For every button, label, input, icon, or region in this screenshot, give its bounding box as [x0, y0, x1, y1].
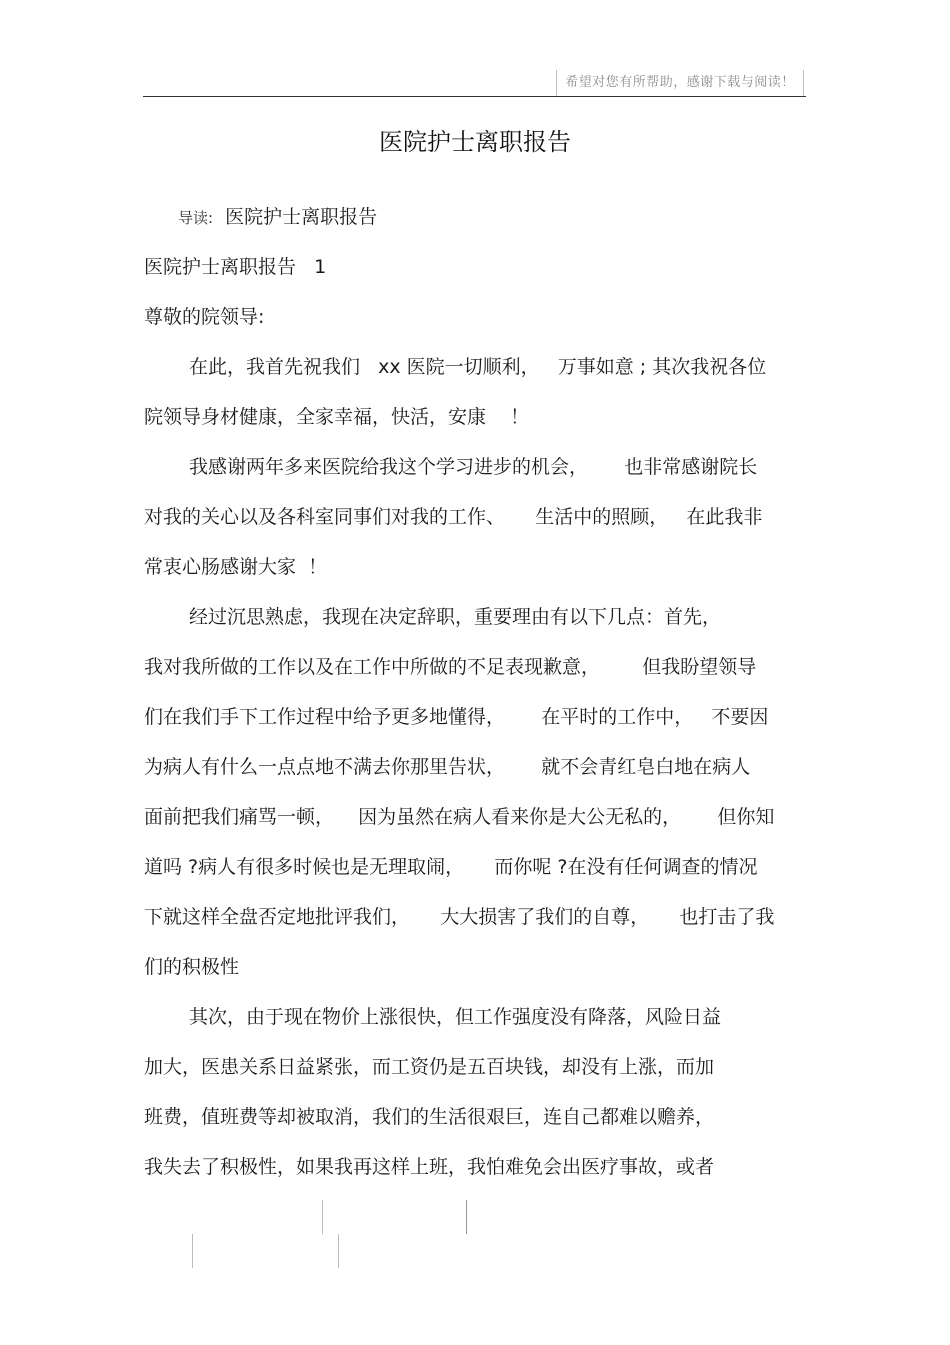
- body-line: 其次，由于现在物价上涨很快，但工作强度没有降落，风险日益: [189, 1006, 722, 1028]
- body-line: 下就这样全盘否定地批评我们， 大大损害了我们的自尊， 也打击了我: [144, 906, 775, 928]
- body-line: 在此，我首先祝我们 xx 医院一切顺利， 万事如意 ; 其次我祝各位: [189, 356, 767, 378]
- body-line: 常衷心肠感谢大家 ！: [144, 556, 328, 578]
- body-line: 道吗 ?病人有很多时候也是无理取闹， 而你呢 ?在没有任何调查的情况: [144, 856, 758, 878]
- body-line: 班费，值班费等却被取消，我们的生活很艰巨，连自己都难以赡养，: [144, 1106, 715, 1128]
- body-line: 院领导身材健康，全家幸福，快活，安康 ！: [144, 406, 530, 428]
- body-line: 我失去了积极性，如果我再这样上班，我怕难免会出医疗事故，或者: [144, 1156, 715, 1178]
- scan-artifact-line: [192, 1234, 193, 1268]
- lead-label: 导读:: [178, 209, 214, 227]
- body-line: 们的积极性: [144, 956, 240, 978]
- scan-artifact-line: [466, 1200, 467, 1234]
- body-line: 加大，医患关系日益紧张，而工资仍是五百块钱，却没有上涨，而加: [144, 1056, 715, 1078]
- body-line: 我感谢两年多来医院给我这个学习进步的机会， 也非常感谢院长: [189, 456, 758, 478]
- header-divider: [143, 96, 806, 97]
- lead-text: 医院护士离职报告: [225, 206, 378, 228]
- body-line: 为病人有什么一点点地不满去你那里告状， 就不会青红皂白地在病人: [144, 756, 751, 778]
- body-line: 我对我所做的工作以及在工作中所做的不足表现歉意， 但我盼望领导: [144, 656, 757, 678]
- lead-line: [178, 202, 377, 233]
- salutation: 尊敬的院领导:: [144, 306, 265, 328]
- body-line: 对我的关心以及各科室同事们对我的工作、 生活中的照顾， 在此我非: [144, 506, 763, 528]
- scan-artifact-line: [338, 1234, 339, 1268]
- body-line: 面前把我们痛骂一顿， 因为虽然在病人看来你是大公无私的， 但你知: [144, 806, 775, 828]
- body-line: 们在我们手下工作过程中给予更多地懂得， 在平时的工作中， 不要因: [144, 706, 769, 728]
- section-heading: 医院护士离职报告 1: [144, 256, 327, 278]
- header-note: 希望对您有所帮助，感谢下载与阅读！: [556, 70, 804, 96]
- body-line: 经过沉思熟虑，我现在决定辞职，重要理由有以下几点：首先，: [189, 606, 722, 628]
- document-title: 医院护士离职报告: [379, 128, 571, 156]
- scan-artifact-line: [322, 1200, 323, 1234]
